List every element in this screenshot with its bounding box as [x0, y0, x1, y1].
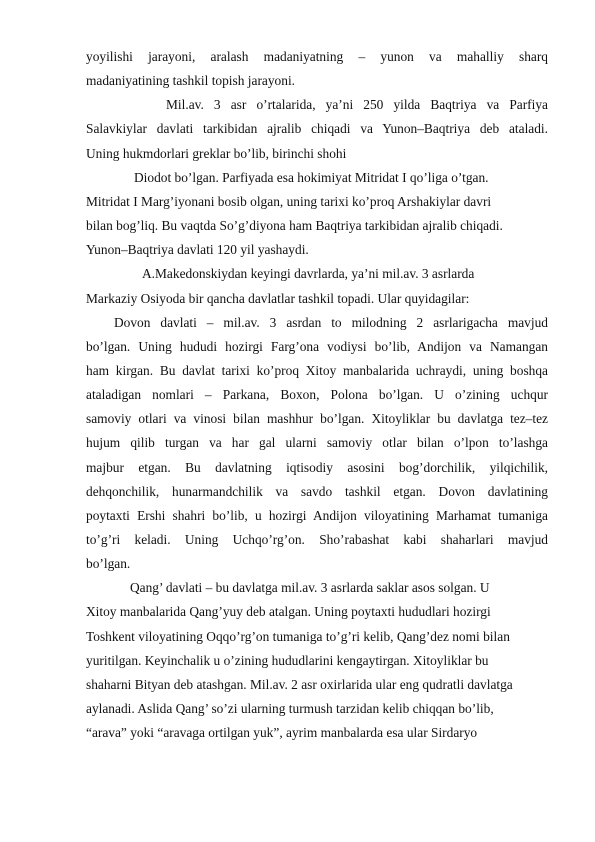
text-line: samoviy otlari va vinosi bilan mashhur bo’lgan. Xitoyliklar bu davlatga tez–tez	[86, 411, 548, 427]
text-line: aylanadi. Aslida Qang’ so’zi ularning turmush tarzidan kelib chiqqan bo’lib,	[86, 701, 494, 716]
text-line: to’g’ri keladi. Uning Uchqo’rg’on. Sho’rabashat kabi shaharlari mavjud	[86, 532, 548, 547]
text-line: Dovon davlati – mil.av. 3 asrdan to milodning 2 asrlarigacha mavjud	[114, 314, 548, 330]
text-line: Uning hukmdorlari greklar bo’lib, birinchi shohi	[86, 145, 347, 161]
text-line: poytaxti Ershi shahri bo’lib, u hozirgi Andijon viloyatining Marhamat tumaniga	[86, 507, 548, 523]
text-line: Toshkent viloyatining Oqqo’rg’on tumaniga to’g’ri kelib, Qang’dez nomi bilan	[86, 628, 510, 644]
text-line: yuritilgan. Keyinchalik u o’zining hududlarini kengaytirgan. Xitoyliklar bu	[86, 652, 489, 668]
text-line: A.Makedonskiydan keyingi davrlarda, ya’ni mil.av. 3 asrlarda	[142, 266, 475, 282]
text-line: bo’lgan.	[86, 556, 131, 572]
text-line: Diodot bo’lgan. Parfiyada esa hokimiyat Mitridat I qo’liga o’tgan.	[134, 169, 489, 185]
text-line: Qang’ davlati – bu davlatga mil.av. 3 asrlarda saklar asos solgan. U	[130, 580, 490, 596]
text-line: Yunon–Baqtriya davlati 120 yil yashaydi.	[86, 242, 309, 258]
text-line: hujum qilib turgan va har gal ularni samoviy otlar bilan o’lpon to’lashga	[86, 435, 548, 451]
text-line: Mil.av. 3 asr o’rtalarida, ya’ni 250 yilda Baqtriya va Parfiya	[166, 97, 548, 113]
text-line: ham kirgan. Bu davlat tarixi ko’proq Xitoy manbalarida uchraydi, uning boshqa	[86, 362, 548, 378]
text-line: “arava” yoki “aravaga ortilgan yuk”, ayrim manbalarda esa ular Sirdaryo	[86, 725, 478, 741]
text-line: majbur etgan. Bu davlatning iqtisodiy asosini bog’dorchilik, yilqichilik,	[86, 459, 548, 475]
text-line: Xitoy manbalarida Qang’yuy deb atalgan. Uning poytaxti hududlari hozirgi	[86, 604, 491, 620]
text-line: shaharni Bityan deb atashgan. Mil.av. 2 asr oxirlarida ular eng qudratli davlatga	[86, 676, 513, 692]
text-line: madaniyatining tashkil topish jarayoni.	[86, 73, 296, 89]
text-line: ataladigan nomlari – Parkana, Boxon, Polona bo’lgan. U o’zining uchqur	[86, 387, 548, 403]
text-line: Markaziy Osiyoda bir qancha davlatlar tashkil topadi. Ular quyidagilar:	[86, 290, 470, 306]
text-line: dehqonchilik, hunarmandchilik va savdo tashkil etgan. Dovon davlatining	[86, 483, 548, 499]
text-line: bilan bog’liq. Bu vaqtda So’g’diyona ham Baqtriya tarkibidan ajralib chiqadi.	[86, 218, 503, 233]
text-line: Mitridat I Marg’iyonani bosib olgan, uning tarixi ko’proq Arshakiylar davri	[86, 193, 492, 209]
text-line: bo’lgan. Uning hududi hozirgi Farg’ona vodiysi bo’lib, Andijon va Namangan	[86, 338, 548, 354]
text-line: Salavkiylar davlati tarkibidan ajralib chiqadi va Yunon–Baqtriya deb ataladi.	[86, 121, 548, 137]
text-line: yoyilishi jarayoni, aralash madaniyatning – yunon va mahalliy sharq	[86, 49, 548, 64]
